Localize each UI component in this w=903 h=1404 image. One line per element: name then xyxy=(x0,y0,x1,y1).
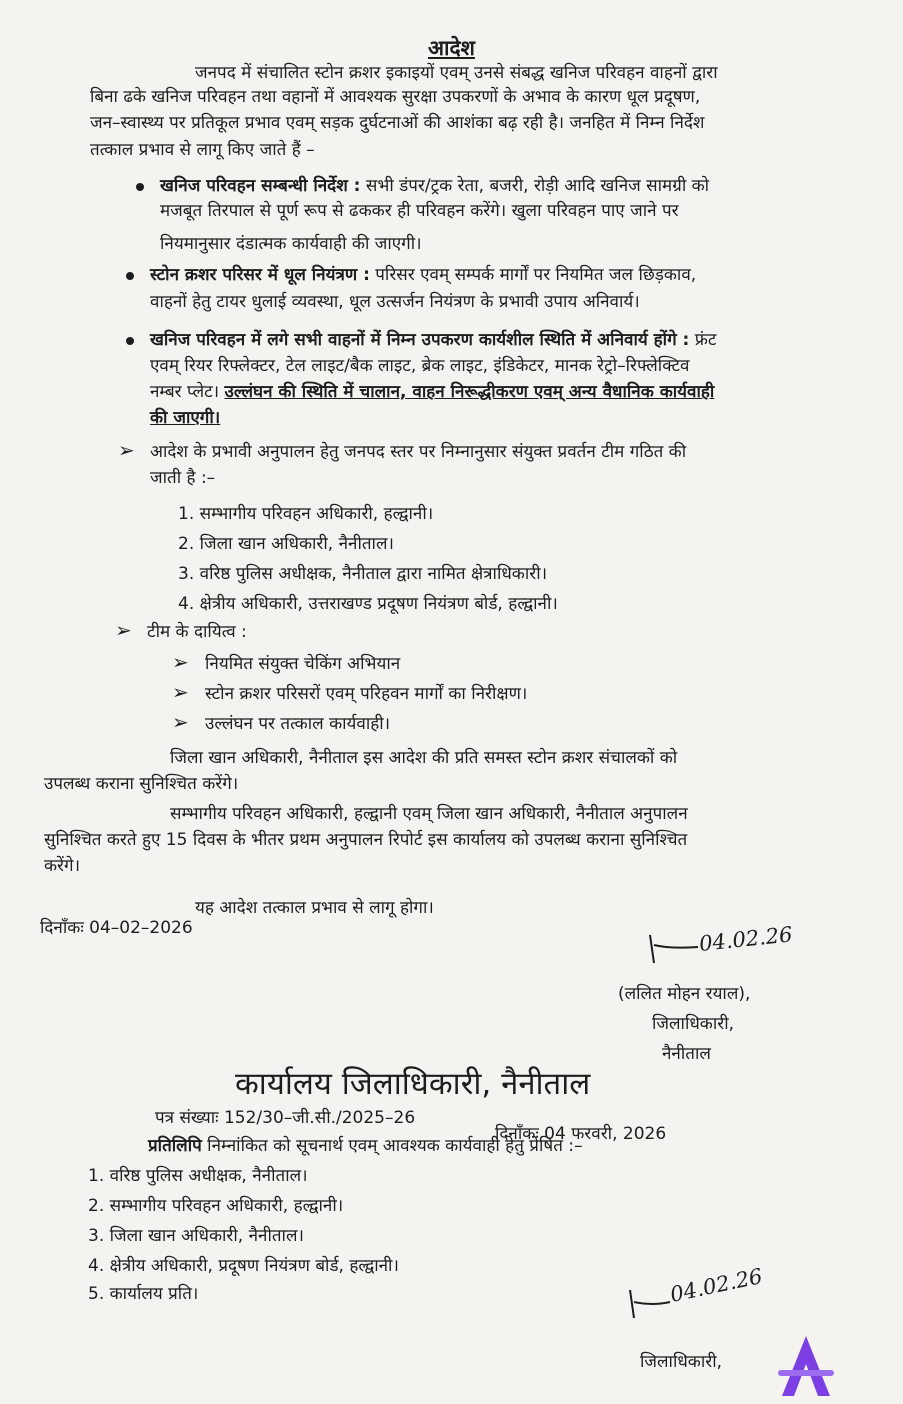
bullet-icon xyxy=(136,183,144,191)
arrow-bullet-icon: ➢ xyxy=(172,650,189,674)
directive-3 xyxy=(150,330,716,350)
directive-1-text: सभी डंपर/ट्रक रेता, बजरी, रोड़ी आदि खनिज सामग्री को xyxy=(365,176,710,196)
recipient-item: 5. कार्यालय प्रति। xyxy=(88,1284,199,1304)
bullet-icon xyxy=(126,337,134,345)
arrow-bullet-icon: ➢ xyxy=(115,618,132,642)
order-title: आदेश xyxy=(428,36,475,60)
directive-2-line: वाहनों हेतु टायर धुलाई व्यवस्था, धूल उत्सर्जन नियंत्रण के प्रभावी उपाय अनिवार्य। xyxy=(150,292,640,312)
violation-warning-end: की जाएगी। xyxy=(150,408,221,428)
duty-item: उल्लंघन पर तत्काल कार्यवाही। xyxy=(205,714,391,734)
letter-date: दिनाँकः 04 फरवरी, 2026 xyxy=(495,1124,667,1144)
mining-paragraph: उपलब्ध कराना सुनिश्चित करेंगे। xyxy=(44,774,239,794)
letter-number: पत्र संख्याः 152/30–जी.सी./2025–26 xyxy=(155,1108,416,1128)
directive-2-text: परिसर एवम् सम्पर्क मार्गों पर नियमित जल छिड़काव, xyxy=(375,265,697,285)
directive-3-text: नम्बर प्लेट। xyxy=(150,382,220,402)
directive-1-line: मजबूत तिरपाल से पूर्ण रूप से ढककर ही परिवहन करेंगे। खुला परिवहन पाए जाने पर xyxy=(160,201,679,221)
recipient-item: 3. जिला खान अधिकारी, नैनीताल। xyxy=(88,1226,304,1246)
team-member: 3. वरिष्ठ पुलिस अधीक्षक, नैनीताल द्वारा नामित क्षेत्राधिकारी। xyxy=(178,564,548,584)
arrow-bullet-icon: ➢ xyxy=(172,710,189,734)
duty-item: स्टोन क्रशर परिसरों एवम् परिहवन मार्गों का निरीक्षण। xyxy=(205,684,528,704)
team-intro: आदेश के प्रभावी अनुपालन हेतु जनपद स्तर पर निम्नानुसार संयुक्त प्रवर्तन टीम गठित की xyxy=(150,442,687,462)
directive-1-heading: खनिज परिवहन सम्बन्धी निर्देश : xyxy=(160,176,361,196)
office-title: कार्यालय जिलाधिकारी, नैनीताल xyxy=(235,1066,591,1102)
team-intro: जाती है :– xyxy=(150,468,216,488)
copy-heading: प्रतिलिपि xyxy=(148,1136,202,1156)
directive-3-text: फ्रंट xyxy=(694,330,717,350)
directive-1 xyxy=(160,176,709,196)
intro-line: बिना ढके खनिज परिवहन तथा वहानों में आवश्यक सुरक्षा उपकरणों के अभाव के कारण धूल प्रदूषण, xyxy=(90,87,701,107)
app-logo-icon xyxy=(770,1330,842,1402)
handwritten-signature xyxy=(618,1240,818,1320)
violation-warning: उल्लंघन की स्थिति में चालान, वाहन निरूद्धीकरण एवम् अन्य वैधानिक कार्यवाही xyxy=(224,382,715,402)
report-paragraph: करेंगे। xyxy=(44,856,81,876)
recipient-item: 2. सम्भागीय परिवहन अधिकारी, हल्द्वानी। xyxy=(88,1196,344,1216)
intro-line: जनपद में संचालित स्टोन क्रशर इकाइयों एवम् उनसे संबद्ध खनिज परिवहन वाहनों द्वारा xyxy=(195,63,718,83)
duty-item: नियमित संयुक्त चेकिंग अभियान xyxy=(205,654,401,674)
directive-3-line: एवम् रियर रिफ्लेक्टर, टेल लाइट/बैक लाइट, ब्रेक लाइट, इंडिकेटर, मानक रेट्रो–रिफ्लेक्टिव xyxy=(150,356,690,376)
signatory-place: नैनीताल xyxy=(662,1044,711,1064)
arrow-bullet-icon: ➢ xyxy=(172,680,189,704)
arrow-bullet-icon: ➢ xyxy=(118,438,135,462)
intro-line: तत्काल प्रभाव से लागू किए जाते हैं – xyxy=(90,140,315,160)
recipient-item: 4. क्षेत्रीय अधिकारी, प्रदूषण नियंत्रण बोर्ड, हल्द्वानी। xyxy=(88,1256,399,1276)
signature-date: 04.02.26 xyxy=(698,922,794,956)
duties-heading: टीम के दायित्व : xyxy=(147,622,247,642)
intro-line: जन–स्वास्थ्य पर प्रतिकूल प्रभाव एवम् सड़क दुर्घटनाओं की आशंका बढ़ रही है। जनहित में निम्न निर्देश xyxy=(90,113,705,133)
handwritten-signature xyxy=(640,905,830,975)
team-member: 2. जिला खान अधिकारी, नैनीताल। xyxy=(178,534,394,554)
copy-signatory-post: जिलाधिकारी, xyxy=(640,1352,723,1372)
signature-date: 04.02.26 xyxy=(668,1263,765,1307)
copy-line xyxy=(148,1136,583,1156)
signatory-name: (ललित मोहन रयाल), xyxy=(618,984,751,1004)
directive-3-heading: खनिज परिवहन में लगे सभी वाहनों में निम्न उपकरण कार्यशील स्थिति में अनिवार्य होंगे : xyxy=(150,330,690,350)
report-paragraph: सुनिश्चित करते हुए 15 दिवस के भीतर प्रथम अनुपालन रिपोर्ट इस कार्यालय को उपलब्ध कराना सुनिश्चित xyxy=(44,830,688,850)
team-member: 4. क्षेत्रीय अधिकारी, उत्तराखण्ड प्रदूषण नियंत्रण बोर्ड, हल्द्वानी। xyxy=(178,594,558,614)
copy-intro: निम्नांकित को सूचनार्थ एवम् आवश्यक कार्यवाही हेतु प्रेषित :– xyxy=(207,1136,583,1156)
bullet-icon xyxy=(126,272,134,280)
mining-paragraph: जिला खान अधिकारी, नैनीताल इस आदेश की प्रति समस्त स्टोन क्रशर संचालकों को xyxy=(170,748,678,768)
effective-statement: यह आदेश तत्काल प्रभाव से लागू होगा। xyxy=(195,898,434,918)
directive-3-line xyxy=(150,382,714,402)
recipient-item: 1. वरिष्ठ पुलिस अधीक्षक, नैनीताल। xyxy=(88,1166,308,1186)
team-member: 1. सम्भागीय परिवहन अधिकारी, हल्द्वानी। xyxy=(178,504,434,524)
directive-2-heading: स्टोन क्रशर परिसर में धूल नियंत्रण : xyxy=(150,265,370,285)
report-paragraph: सम्भागीय परिवहन अधिकारी, हल्द्वानी एवम् जिला खान अधिकारी, नैनीताल अनुपालन xyxy=(170,804,688,824)
directive-2 xyxy=(150,265,696,285)
signatory-post: जिलाधिकारी, xyxy=(652,1014,735,1034)
order-date: दिनाँकः 04–02–2026 xyxy=(40,918,193,938)
directive-1-line: नियमानुसार दंडात्मक कार्यवाही की जाएगी। xyxy=(160,234,422,254)
